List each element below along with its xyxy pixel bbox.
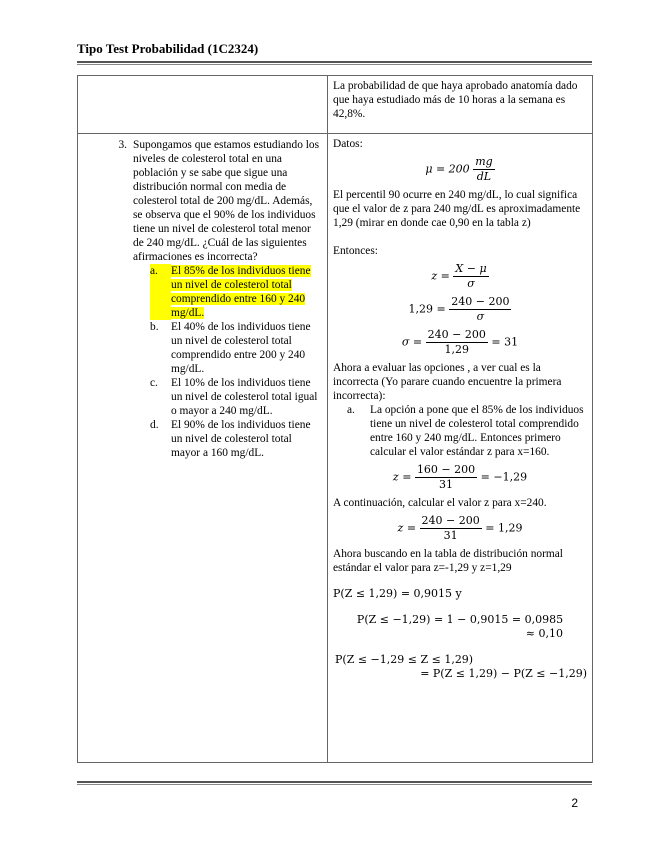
options-list [150,264,322,460]
table-cell-conclusion [328,76,593,134]
continue-text: A continuación, calcular el valor z para x=240. [333,497,547,509]
question-table [77,75,593,763]
equation-lhs: z = [431,269,450,283]
evaluate-text: Ahora a evaluar las opciones , a ver cual es la incorrecta (Yo parare cuando encuentre la primera incorrecta): [333,362,562,402]
fraction-denominator: 31 [443,529,458,542]
option-letter: a. [347,404,355,416]
option-text: El 40% de los individuos tiene un nivel de colesterol total comprendido entre 200 y 240 mg/dL. [171,321,311,375]
table-cell-empty [78,76,328,134]
question-number: 3. [118,139,127,151]
solution-cell [328,134,593,763]
option-letter: c. [150,377,158,389]
equation-lhs: z = [392,470,412,484]
option-text-highlighted: El 85% de los individuos tiene un nivel de colesterol total comprendido entre 160 y 240 mg/dL. [171,265,311,319]
table-row [78,76,593,134]
equation-sigma [333,328,587,357]
document-header-title: Tipo Test Probabilidad (1C2324) [77,41,259,56]
equation-z240 [333,514,587,543]
question-cell [78,134,328,763]
option-d [150,418,322,460]
fraction-denominator: 1,29 [444,343,469,356]
fraction-denominator: 31 [439,478,454,491]
probability-p3-line1: P(Z ≤ −1,29 ≤ Z ≤ 1,29) [335,653,474,666]
header-rule [77,61,592,63]
fraction-numerator: X − μ [455,262,487,275]
table-lookup-text: Ahora buscando en la tabla de distribución normal estándar el valor para z=-1,29 y z=1,29 [333,548,563,574]
option-letter: d. [150,419,159,431]
equation-rhs: = −1,29 [480,470,528,484]
option-text: El 10% de los individuos tiene un nivel de colesterol total igual o mayor a 240 mg/dL. [171,377,318,417]
equation-129 [333,295,587,324]
table-row [78,134,593,763]
fraction-denominator: σ [476,310,485,323]
footer-rule [77,781,592,783]
option-b [150,320,322,376]
header-rule-thin [77,64,592,65]
option-letter: b. [150,321,159,333]
page-number: 2 [571,796,578,810]
option-letter: a. [150,264,171,320]
equation-lhs: 1,29 = [408,302,446,316]
footer-rule-thin [77,784,592,785]
probability-p3-line2: = P(Z ≤ 1,29) − P(Z ≤ −1,29) [420,667,587,680]
question-stem: Supongamos que estamos estudiando los niveles de colesterol total en una población y se sabe que sigue una distribución normal con media de colesterol total de 200 mg/dL. Además, se observa que el 90% de los individuos tiene un nivel de colesterol total menor de 240 mg/dL. ¿Cuál de las siguientes afirmaciones es incorrecta? [133,139,320,263]
probability-p2-line1: P(Z ≤ −1,29) = 1 − 0,9015 = 0,0985 [356,613,564,626]
solution-option-a [347,403,587,459]
equation-lhs: σ = [401,335,423,349]
probability-p1: P(Z ≤ 1,29) = 0,9015 y [333,587,462,600]
fraction-denominator: σ [467,277,475,290]
fraction-denominator: dL [476,170,492,183]
datos-label: Datos: [333,138,363,150]
equation-z160 [333,463,587,492]
option-text: El 90% de los individuos tiene un nivel de colesterol total mayor a 160 mg/dL. [171,419,311,459]
option-c [150,376,322,418]
entonces-label: Entonces: [333,245,378,257]
equation-lhs: μ = 200 [425,162,470,176]
probability-p2-line2: ≈ 0,10 [525,627,563,640]
option-a [150,264,322,320]
fraction-numerator: 240 − 200 [451,295,510,308]
equation-rhs: = 31 [491,335,519,349]
fraction-numerator: 240 − 200 [427,328,486,341]
equation-z [333,262,587,291]
percentile-text: El percentil 90 ocurre en 240 mg/dL, lo cual significa que el valor de z para 240 mg/dL es aproximadamente 1,29 (mirar en donde cae 0,90 en la tabla z) [333,189,581,229]
conclusion-text: La probabilidad de que haya aprobado anatomía dado que haya estudiado más de 10 horas a la semana es 42,8%. [333,80,578,120]
equation-rhs: = 1,29 [485,521,523,535]
fraction-numerator: 160 − 200 [416,463,476,476]
equation-lhs: z = [397,521,417,535]
fraction-numerator: mg [475,155,493,168]
equation-mu [333,155,587,184]
option-a-text: La opción a pone que el 85% de los individuos tiene un nivel de colesterol total comprendido entre 160 y 240 mg/dL. Entonces primero calcular el valor estándar z para x=160. [370,404,584,458]
fraction-numerator: 240 − 200 [421,514,480,527]
